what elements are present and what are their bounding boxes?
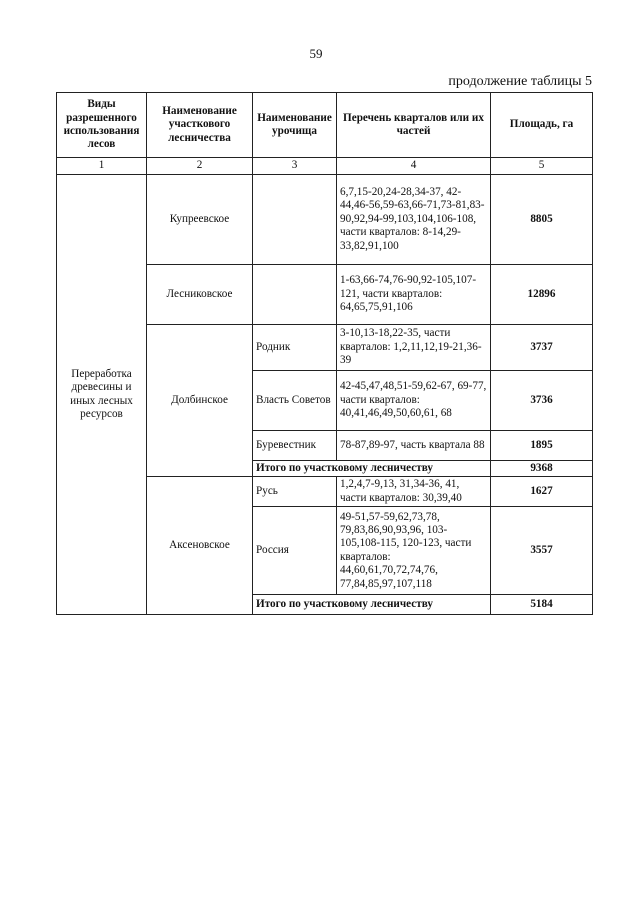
header-area: Площадь, га bbox=[491, 93, 593, 158]
forestry-name: Лесниковское bbox=[147, 265, 253, 325]
quarters-list: 3-10,13-18,22-35, части кварталов: 1,2,11,12,19-21,36-39 bbox=[337, 325, 491, 371]
total-label: Итого по участковому лесничеству bbox=[253, 461, 491, 477]
quarters-list: 78-87,89-97, часть квартала 88 bbox=[337, 431, 491, 461]
page-number: 59 bbox=[309, 46, 323, 61]
forestry-name: Аксеновское bbox=[147, 477, 253, 615]
forest-use-table bbox=[56, 92, 593, 615]
column-number: 4 bbox=[337, 158, 491, 175]
column-number-row bbox=[57, 158, 593, 175]
use-type-cell: Переработка древесины и иных лесных ресурсов bbox=[57, 175, 147, 615]
area-value: 8805 bbox=[491, 175, 593, 265]
quarters-list: 49-51,57-59,62,73,78, 79,83,86,90,93,96, 103-105,108-115, 120-123, части кварталов: 44,60,61,70,72,74,76, 77,84,85,97,107,118 bbox=[337, 507, 491, 595]
total-area: 5184 bbox=[491, 595, 593, 615]
area-value: 1627 bbox=[491, 477, 593, 507]
quarters-list: 1,2,4,7-9,13, 31,34-36, 41, части кварталов: 30,39,40 bbox=[337, 477, 491, 507]
forestry-name: Долбинское bbox=[147, 325, 253, 477]
column-number: 2 bbox=[147, 158, 253, 175]
table-row bbox=[57, 175, 593, 265]
total-area: 9368 bbox=[491, 461, 593, 477]
area-value: 1895 bbox=[491, 431, 593, 461]
tract-name bbox=[253, 265, 337, 325]
header-quarters: Перечень кварталов или их частей bbox=[337, 93, 491, 158]
tract-name: Родник bbox=[253, 325, 337, 371]
table-continuation-caption: продолжение таблицы 5 bbox=[448, 74, 592, 89]
quarters-list: 6,7,15-20,24-28,34-37, 42-44,46-56,59-63,66-71,73-81,83-90,92,94-99,103,104,106-108, части кварталов: 8-14,29- 33,82,91,100 bbox=[337, 175, 491, 265]
total-label: Итого по участковому лесничеству bbox=[253, 595, 491, 615]
area-value: 3736 bbox=[491, 371, 593, 431]
column-number: 3 bbox=[253, 158, 337, 175]
header-row bbox=[57, 93, 593, 158]
tract-name: Россия bbox=[253, 507, 337, 595]
column-number: 5 bbox=[491, 158, 593, 175]
area-value: 3557 bbox=[491, 507, 593, 595]
column-number: 1 bbox=[57, 158, 147, 175]
tract-name: Власть Советов bbox=[253, 371, 337, 431]
tract-name: Русь bbox=[253, 477, 337, 507]
header-forestry: Наименование участкового лесничества bbox=[147, 93, 253, 158]
quarters-list: 1-63,66-74,76-90,92-105,107-121, части кварталов: 64,65,75,91,106 bbox=[337, 265, 491, 325]
header-use-type: Виды разрешенного использования лесов bbox=[57, 93, 147, 158]
forestry-name: Купреевское bbox=[147, 175, 253, 265]
tract-name bbox=[253, 175, 337, 265]
area-value: 3737 bbox=[491, 325, 593, 371]
tract-name: Буревестник bbox=[253, 431, 337, 461]
area-value: 12896 bbox=[491, 265, 593, 325]
quarters-list: 42-45,47,48,51-59,62-67, 69-77, части кварталов: 40,41,46,49,50,60,61, 68 bbox=[337, 371, 491, 431]
header-tract: Наименование урочища bbox=[253, 93, 337, 158]
